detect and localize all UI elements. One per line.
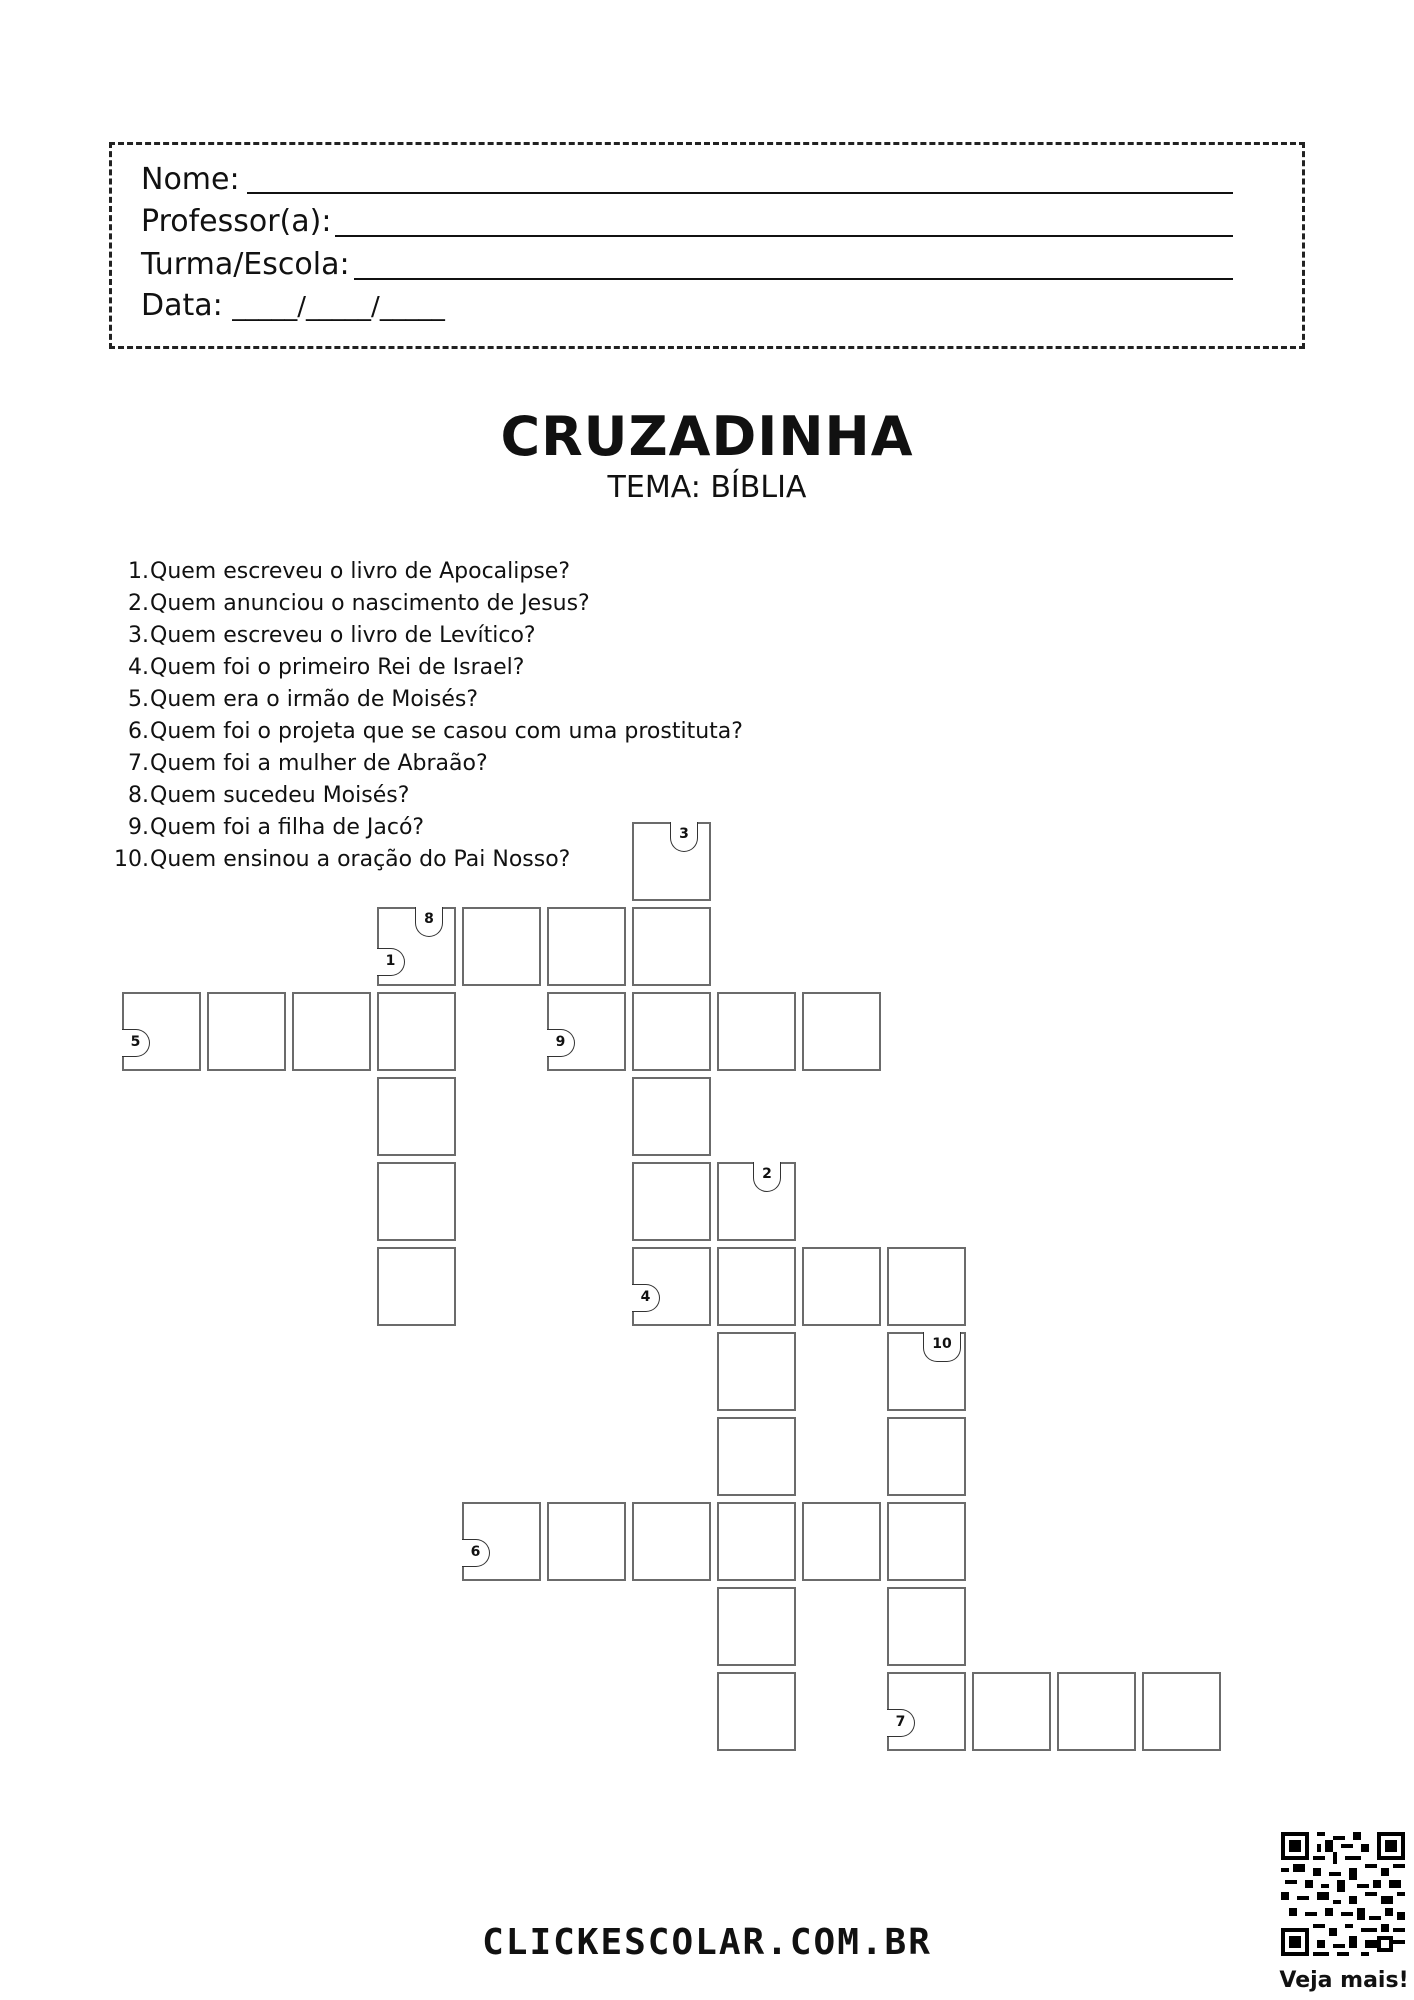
crossword-cell[interactable] — [547, 907, 626, 986]
clue-text: Quem escreveu o livro de Apocalipse? — [150, 559, 571, 584]
clue-number: 1. — [128, 559, 149, 584]
crossword-cell[interactable] — [1142, 1672, 1221, 1751]
clue-item — [108, 716, 743, 748]
crossword-cell[interactable] — [717, 1502, 796, 1581]
crossword-cell[interactable] — [1057, 1672, 1136, 1751]
crossword-cell[interactable] — [717, 1587, 796, 1666]
teacher-label: Professor(a): — [141, 204, 332, 239]
name-line[interactable] — [247, 192, 1233, 194]
teacher-row — [141, 204, 331, 240]
clue-number-8: 8 — [415, 907, 443, 937]
clue-number: 6. — [128, 719, 149, 744]
clue-number-5: 5 — [122, 1029, 150, 1057]
crossword-cell[interactable] — [122, 992, 201, 1071]
name-label: Nome: — [141, 162, 240, 197]
clue-text: Quem sucedeu Moisés? — [150, 783, 410, 808]
clue-text: Quem escreveu o livro de Levítico? — [150, 623, 536, 648]
clue-item — [108, 780, 743, 812]
clue-number-10: 10 — [923, 1332, 961, 1362]
clue-number: 5. — [128, 687, 149, 712]
clue-number: 4. — [128, 655, 149, 680]
crossword-cell[interactable] — [717, 1417, 796, 1496]
clue-number: 3. — [128, 623, 149, 648]
clue-number: 7. — [128, 751, 149, 776]
crossword-cell[interactable] — [632, 822, 711, 901]
clue-item — [108, 748, 743, 780]
crossword-cell[interactable] — [547, 1502, 626, 1581]
clue-item — [108, 620, 743, 652]
crossword-cell[interactable] — [632, 907, 711, 986]
class-line[interactable] — [354, 278, 1233, 280]
crossword-cell[interactable] — [632, 1502, 711, 1581]
crossword-cell[interactable] — [547, 992, 626, 1071]
crossword-cell[interactable] — [462, 907, 541, 986]
clue-number: 9. — [128, 815, 149, 840]
clue-number: 8. — [128, 783, 149, 808]
crossword-cell[interactable] — [802, 1502, 881, 1581]
clue-number-3: 3 — [670, 822, 698, 852]
crossword-cell[interactable] — [802, 992, 881, 1071]
clue-item — [108, 652, 743, 684]
crossword-cell[interactable] — [887, 1587, 966, 1666]
crossword-cell[interactable] — [717, 1332, 796, 1411]
clue-text: Quem anunciou o nascimento de Jesus? — [150, 591, 590, 616]
crossword-cell[interactable] — [292, 992, 371, 1071]
clue-text: Quem foi a filha de Jacó? — [150, 815, 425, 840]
date-field[interactable]: _____/_____/_____ — [232, 292, 445, 322]
clue-item — [108, 588, 743, 620]
date-row — [141, 288, 445, 324]
qr-caption: Veja mais! — [1279, 1968, 1409, 1993]
crossword-cell[interactable] — [377, 1162, 456, 1241]
clue-number-4: 4 — [632, 1284, 660, 1312]
clue-item — [108, 684, 743, 716]
class-label: Turma/Escola: — [141, 247, 350, 282]
crossword-cell[interactable] — [717, 1162, 796, 1241]
crossword-cell[interactable] — [887, 1672, 966, 1751]
clue-number-7: 7 — [887, 1709, 915, 1737]
crossword-cell[interactable] — [887, 1247, 966, 1326]
clue-text: Quem foi o projeta que se casou com uma prostituta? — [150, 719, 743, 744]
crossword-cell[interactable] — [377, 907, 456, 986]
crossword-cell[interactable] — [632, 992, 711, 1071]
clue-number: 2. — [128, 591, 149, 616]
clue-text: Quem foi o primeiro Rei de Israel? — [150, 655, 525, 680]
date-label: Data: — [141, 288, 223, 323]
clue-number-1: 1 — [377, 948, 405, 976]
crossword-cell[interactable] — [717, 1672, 796, 1751]
crossword-cell[interactable] — [632, 1077, 711, 1156]
teacher-line[interactable] — [335, 235, 1233, 237]
crossword-cell[interactable] — [377, 1247, 456, 1326]
clue-text: Quem ensinou a oração do Pai Nosso? — [150, 847, 571, 872]
crossword-cell[interactable] — [462, 1502, 541, 1581]
clue-number-6: 6 — [462, 1539, 490, 1567]
clue-item — [108, 556, 743, 588]
clue-number-2: 2 — [753, 1162, 781, 1192]
crossword-cell[interactable] — [207, 992, 286, 1071]
crossword-cell[interactable] — [717, 992, 796, 1071]
crossword-cell[interactable] — [632, 1247, 711, 1326]
page-subtitle: TEMA: BÍBLIA — [607, 470, 807, 505]
crossword-cell[interactable] — [887, 1417, 966, 1496]
qr-code-icon[interactable] — [1281, 1832, 1405, 1956]
crossword-cell[interactable] — [717, 1247, 796, 1326]
site-brand[interactable]: CLICKESCOLAR.COM.BR — [482, 1922, 932, 1963]
crossword-cell[interactable] — [632, 1162, 711, 1241]
crossword-cell[interactable] — [802, 1247, 881, 1326]
crossword-cell[interactable] — [377, 1077, 456, 1156]
class-row — [141, 247, 350, 283]
name-row — [141, 162, 240, 198]
clue-text: Quem foi a mulher de Abraão? — [150, 751, 488, 776]
clue-number-9: 9 — [547, 1029, 575, 1057]
page-title: CRUZADINHA — [500, 405, 914, 468]
crossword-cell[interactable] — [972, 1672, 1051, 1751]
crossword-cell[interactable] — [887, 1502, 966, 1581]
clue-number: 10. — [114, 847, 149, 872]
crossword-cell[interactable] — [887, 1332, 966, 1411]
crossword-cell[interactable] — [377, 992, 456, 1071]
clue-text: Quem era o irmão de Moisés? — [150, 687, 479, 712]
